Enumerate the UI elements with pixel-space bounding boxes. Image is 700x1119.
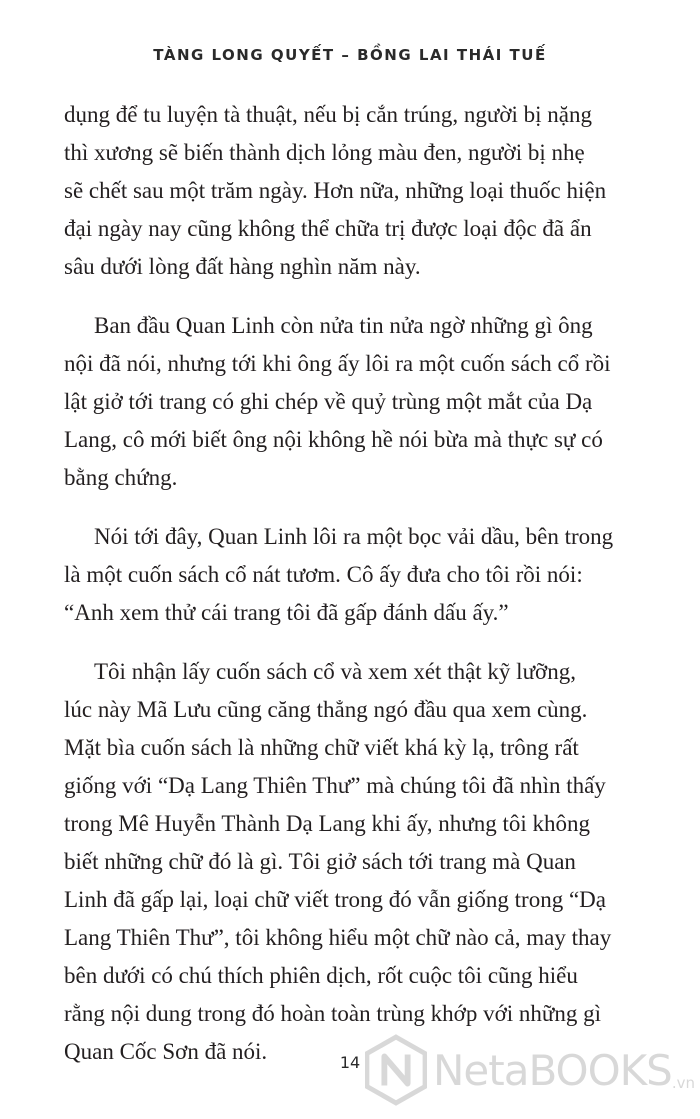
- paragraph: Ban đầu Quan Linh còn nửa tin nửa ngờ những gì ông nội đã nói, nhưng tới khi ông ấy lôi ra một cuốn sách cổ rồi lật giở tới trang có ghi chép về quỷ trùng một mắt của Dạ Lang, cô mới biết ông nội không hề nói bừa mà thực sự có bằng chứng.: [64, 313, 611, 490]
- watermark: [365, 1030, 695, 1110]
- paragraph: Nói tới đây, Quan Linh lôi ra một bọc vải dầu, bên trong là một cuốn sách cổ nát tươm. Cô ấy đưa cho tôi rồi nói: “Anh xem thử cái trang tôi đã gấp đánh dấu ấy.”: [64, 524, 614, 625]
- running-header: TÀNG LONG QUYẾT – BỒNG LAI THÁI TUẾ: [153, 46, 547, 64]
- netabooks-logo-icon: [365, 1034, 427, 1106]
- watermark-suffix: .vn: [671, 1074, 695, 1092]
- watermark-brand: NetaBOOKS: [432, 1045, 672, 1095]
- page-number: 14: [339, 1053, 361, 1072]
- paragraph: Tôi nhận lấy cuốn sách cổ và xem xét thật kỹ lưỡng, lúc này Mã Lưu cũng căng thẳng ngó đầu qua xem cùng. Mặt bìa cuốn sách là những chữ viết khá kỳ lạ, trông rất giống với “Dạ Lang Thiên Thư” mà chúng tôi đã nhìn thấy trong Mê Huyễn Thành Dạ Lang khi ấy, nhưng tôi không biết những chữ đó là gì. Tôi giở sách tới trang mà Quan Linh đã gấp lại, loại chữ viết trong đó vẫn giống trong “Dạ Lang Thiên Thư”, tôi không hiểu một chữ nào cả, may thay bên dưới có chú thích phiên dịch, rốt cuộc tôi cũng hiểu rằng nội dung trong đó hoàn toàn trùng khớp với những gì Quan Cốc Sơn đã nói.: [64, 659, 612, 1064]
- body-text: [64, 96, 624, 1092]
- paragraph-continued: dụng để tu luyện tà thuật, nếu bị cắn trúng, người bị nặng thì xương sẽ biến thành dịch lỏng màu đen, người bị nhẹ sẽ chết sau một trăm ngày. Hơn nữa, những loại thuốc hiện đại ngày nay cũng không thể chữa trị được loại độc đã ẩn sâu dưới lòng đất hàng nghìn năm này.: [64, 102, 607, 279]
